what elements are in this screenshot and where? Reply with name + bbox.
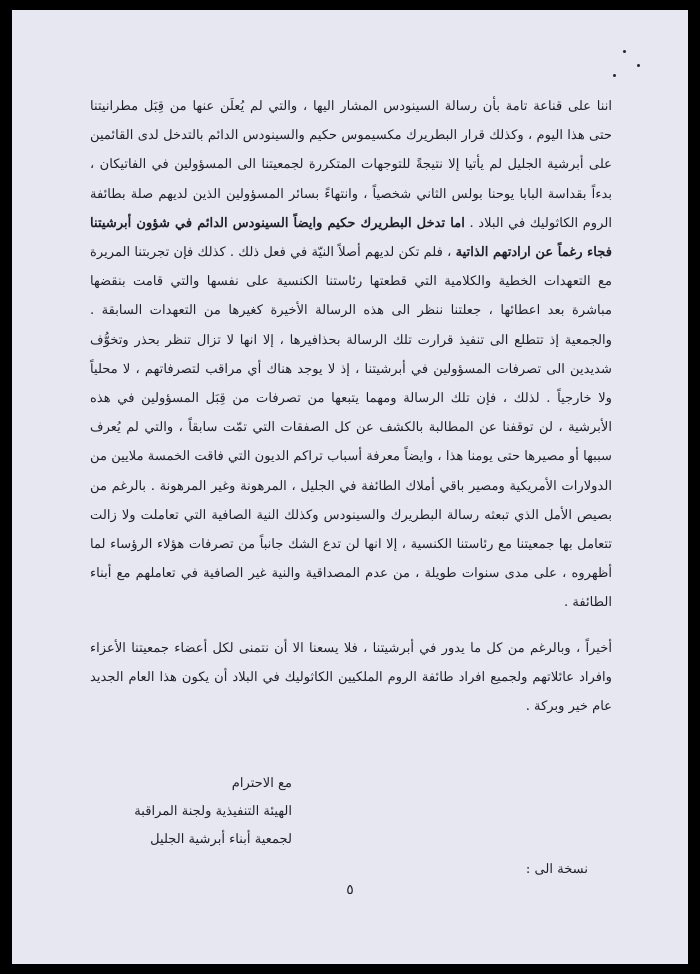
paragraph-2: أخيراً ، وبالرغم من كل ما يدور في أبرشيتنا ، فلا يسعنا الا أن نتمنى لكل أعضاء جمعيتنا الأعزاء وافراد عائلاتهم ولجميع افراد طائفة الروم الملكيين الكاثوليك في البلاد أن يكون هذا العام الجديد عام خير وبركة . <box>90 640 612 715</box>
speck <box>623 50 626 53</box>
document-page <box>12 10 688 964</box>
paragraph-1-part-2: ، فلم تكن لديهم أصلاً النيّة في فعل ذلك . كذلك فإن تجربتنا المريرة مع التعهدات الخطية والكلامية التي قطعتها رئاستنا الكنسية على نفسها والتي قامت بنقضها مباشرة بعد اعطائها ، جعلتنا ننظر الى هذه الرسالة الأخيرة كغيرها من التعهدات السابقة . والجمعية إذ تتطلع الى تنفيذ قرارت تلك الرسالة بحذافيرها ، إلا انها لا تزال تنظر بحذر وتخوُّف شديدين الى تصرفات المسؤولين في أبرشيتنا ، إذ لا يوجد هناك أي مراقب لتصرفاتهم ، لا محلياً ولا خارجياً . لذلك ، فإن تلك الرسالة ومهما يتبعها من تصرفات من قِبَل المسؤولين في هذه الأبرشية ، لن توقفنا عن المطالبة بالكشف عن كل الصفقات التي تمّت سابقاً ، والتي لم يُعرف سببها أو مصيرها حتى يومنا هذا ، وايضاً معرفة أسباب تراكم الديون التي فاقت الخمسة ملايين من الدولارات الأمريكية ومصير باقي أملاك الطائفة في الجليل ، المرهونة وغير المرهونة . بالرغم من بصيص الأمل الذي تبعثه رسالة البطريرك والسينودس وكذلك النية الصافية التي تعاملت ولا زالت تتعامل بها جمعيتنا مع رئاستنا الكنسية ، إلا انها لن تدع الشك جانباً من تصرفات هؤلاء الرؤساء لما أظهروه ، على مدى سنوات طويلة ، من عدم المصداقية والنية غير الصافية في تعاملهم مع أبناء الطائفة . <box>90 245 612 611</box>
closing-line-3: لجمعية أبناء أبرشية الجليل <box>150 832 292 847</box>
speck <box>613 74 616 77</box>
letter-body <box>90 92 612 721</box>
paragraph-1-bold: اما تدخل البطريرك حكيم وايضاً السينودس الدائم في شؤون أبرشيتنا فجاء رغماً عن ارادتهم الذاتية <box>90 215 612 261</box>
speck <box>637 64 640 67</box>
page-number: ٥ <box>346 882 354 898</box>
cc-label: نسخة الى : <box>525 862 588 877</box>
scan-specks <box>604 50 644 90</box>
paragraph-1-part-1: اننا على قناعة تامة بأن رسالة السينودس المشار اليها ، والتي لم يُعلَن عنها من قِبَل مطرانيتنا حتى هذا اليوم ، وكذلك قرار البطريرك مكسيموس حكيم والسينودس الدائم بالتدخل لدى القائمين على أبرشية الجليل لم يأتيا إلا نتيجةً للتوجهات المتكررة لجمعيتنا الى المسؤولين في الفاتيكان ، بدءاً بقداسة البابا يوحنا بولس الثاني شخصياً ، وانتهاءً بسائر المسؤولين الذين لديهم صلة بطائفة الروم الكاثوليك في البلاد . <box>90 99 612 231</box>
closing-signature <box>134 770 292 854</box>
paragraph-1 <box>90 92 612 618</box>
closing-line-1: مع الاحترام <box>231 776 292 791</box>
closing-line-2: الهيئة التنفيذية ولجنة المراقبة <box>134 804 292 819</box>
